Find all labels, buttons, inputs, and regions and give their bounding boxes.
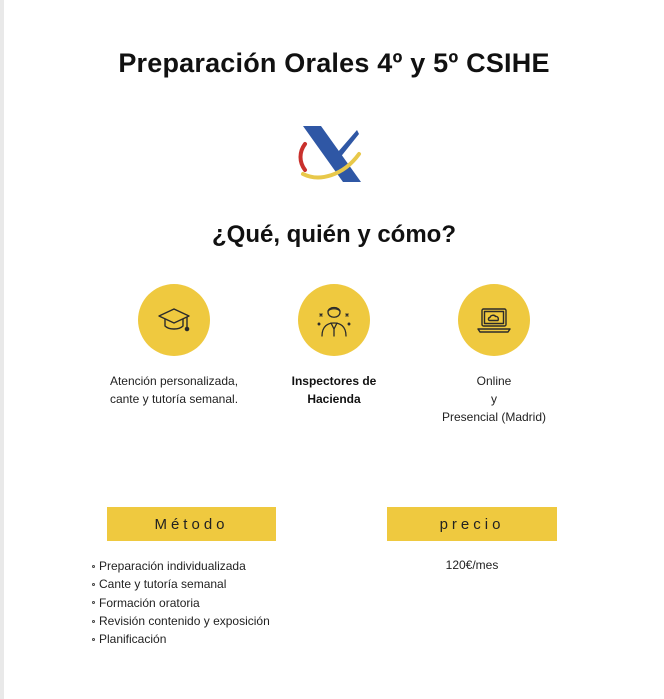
method-list bbox=[92, 557, 270, 648]
graduation-cap-icon bbox=[138, 284, 210, 356]
list-item-text: Preparación individualizada bbox=[99, 559, 246, 573]
feature-line: Online bbox=[476, 374, 512, 388]
bullet-icon bbox=[92, 601, 95, 604]
list-item-text: Planificación bbox=[99, 632, 167, 647]
feature-modality bbox=[394, 284, 594, 426]
feature-line: Presencial (Madrid) bbox=[441, 410, 547, 424]
list-item bbox=[92, 630, 270, 648]
list-item bbox=[92, 594, 270, 612]
bullet-icon bbox=[92, 620, 95, 623]
page-title: Preparación Orales 4º y 5º CSIHE bbox=[118, 48, 550, 78]
left-border bbox=[0, 0, 4, 699]
feature-line: Atención personalizada, bbox=[109, 374, 239, 388]
feature-line: Inspectores de bbox=[291, 374, 377, 388]
list-item-text: Revisión contenido y exposición bbox=[99, 613, 270, 628]
feature-line: cante y tutoría semanal. bbox=[109, 392, 239, 406]
feature-line: y bbox=[491, 392, 497, 406]
agencia-tributaria-logo bbox=[297, 124, 363, 184]
list-item-text: Formación oratoria bbox=[99, 595, 200, 610]
bullet-icon bbox=[92, 583, 95, 586]
list-item bbox=[92, 612, 270, 630]
list-item-text: Cante y tutoría semanal bbox=[99, 577, 227, 592]
feature-modality-text bbox=[394, 372, 594, 426]
feature-line: Hacienda bbox=[307, 392, 361, 406]
method-header: Método bbox=[107, 507, 276, 541]
section-subtitle: ¿Qué, quién y cómo? bbox=[211, 221, 457, 248]
laptop-cloud-icon bbox=[458, 284, 530, 356]
list-item bbox=[92, 575, 270, 593]
inspector-person-icon bbox=[298, 284, 370, 356]
bullet-icon bbox=[92, 638, 95, 641]
bullet-icon bbox=[92, 565, 95, 568]
list-item bbox=[92, 557, 270, 575]
price-value: 120€/mes bbox=[445, 558, 499, 572]
price-header: precio bbox=[387, 507, 557, 541]
